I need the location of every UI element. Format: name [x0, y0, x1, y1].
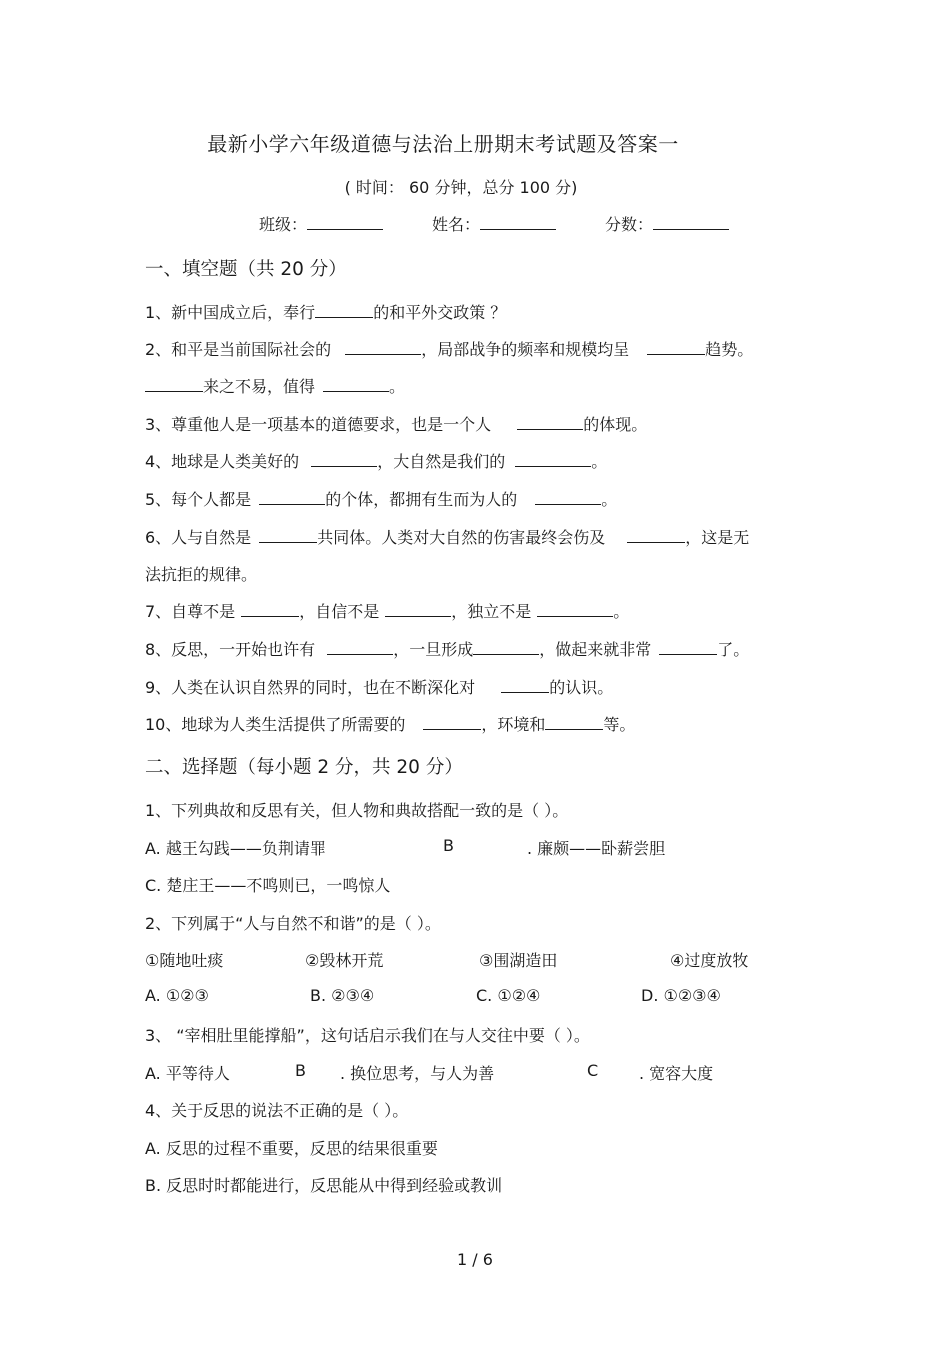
answer-blank	[537, 601, 613, 617]
choice-1-option-b-letter: B	[443, 836, 454, 855]
class-blank	[307, 214, 383, 230]
choice-question-2: 2、下列属于“人与自然不和谐”的是（ ）。	[145, 914, 441, 933]
score-blank	[653, 214, 729, 230]
answer-blank	[535, 489, 601, 505]
choice-4-option-a: A. 反思的过程不重要，反思的结果很重要	[145, 1139, 438, 1158]
choice-4-option-b: B. 反思时时都能进行，反思能从中得到经验或教训	[145, 1176, 503, 1195]
fill-question-4: 4、地球是人类美好的 ，大自然是我们的 。	[145, 452, 608, 471]
fill-question-5: 5、每个人都是 的个体，都拥有生而为人的 。	[145, 490, 618, 509]
answer-blank	[647, 339, 705, 355]
answer-blank	[423, 714, 481, 730]
fill-question-2: 2、和平是当前国际社会的 ，局部战争的频率和规模均呈 趋势。	[145, 340, 754, 359]
answer-blank	[345, 339, 421, 355]
answer-blank	[473, 639, 539, 655]
choice-1-option-b: . 廉颇——卧薪尝胆	[527, 839, 666, 858]
page-title: 最新小学六年级道德与法治上册期末考试题及答案一	[207, 132, 679, 156]
answer-blank	[515, 451, 591, 467]
fill-question-3: 3、尊重他人是一项基本的道德要求，也是一个人 的体现。	[145, 415, 648, 434]
answer-blank	[385, 601, 451, 617]
answer-blank	[517, 414, 583, 430]
answer-blank	[327, 639, 393, 655]
name-label: 姓名：	[432, 215, 481, 234]
section-choice-heading: 二、选择题（每小题 2 分，共 20 分）	[145, 757, 463, 778]
section-fill-in-heading: 一、填空题（共 20 分）	[145, 259, 347, 280]
answer-blank	[627, 527, 685, 543]
choice-question-1: 1、下列典故和反思有关，但人物和典故搭配一致的是（ ）。	[145, 801, 569, 820]
answer-blank	[311, 451, 377, 467]
choice-3-option-c-letter: C	[587, 1061, 599, 1080]
fill-question-6: 6、人与自然是 共同体。人类对大自然的伤害最终会伤及 ，这是无	[145, 528, 750, 547]
choice-1-option-a: A. 越王勾践——负荆请罪	[145, 839, 326, 858]
class-field	[259, 212, 383, 235]
answer-blank	[145, 376, 203, 392]
choice-3-option-a: A. 平等待人	[145, 1064, 230, 1083]
answer-blank	[241, 601, 299, 617]
name-field	[432, 212, 556, 235]
choice-2-option-b: B. ②③④	[310, 986, 375, 1005]
choice-2-item-1: ①随地吐痰	[145, 951, 224, 970]
choice-2-option-c: C. ①②④	[476, 986, 541, 1005]
name-blank	[480, 214, 556, 230]
page-number: 1 / 6	[457, 1250, 493, 1269]
exam-time-info: ( 时间： 60 分钟，总分 100 分)	[344, 178, 578, 197]
answer-blank	[501, 677, 549, 693]
choice-1-option-c: C. 楚庄王——不鸣则已，一鸣惊人	[145, 876, 391, 895]
fill-question-2-cont: 来之不易，值得 。	[145, 374, 405, 397]
choice-3-option-b: . 换位思考，与人为善	[340, 1064, 495, 1083]
fill-question-10: 10、地球为人类生活提供了所需要的 ，环境和 等。	[145, 715, 636, 734]
fill-question-1: 1、新中国成立后，奉行 的和平外交政策 ？	[145, 303, 507, 322]
answer-blank	[315, 302, 373, 318]
answer-blank	[659, 639, 717, 655]
choice-2-option-a: A. ①②③	[145, 986, 209, 1005]
choice-3-option-b-letter: B	[295, 1061, 306, 1080]
fill-question-6-cont: 法抗拒的规律。	[145, 565, 258, 584]
score-label: 分数：	[605, 215, 654, 234]
choice-3-option-c: . 宽容大度	[639, 1064, 714, 1083]
score-field	[605, 212, 729, 235]
choice-question-3: 3、 “宰相肚里能撑船”，这句话启示我们在与人交往中要（ ）。	[145, 1026, 590, 1045]
choice-2-item-3: ③围湖造田	[479, 951, 558, 970]
choice-question-4: 4、关于反思的说法不正确的是（ ）。	[145, 1101, 409, 1120]
fill-question-8: 8、反思，一开始也许有 ，一旦形成 ，做起来就非常 了。	[145, 640, 750, 659]
fill-question-7: 7、自尊不是 ，自信不是 ，独立不是 。	[145, 602, 630, 621]
answer-blank	[545, 714, 603, 730]
choice-2-item-4: ④过度放牧	[670, 951, 749, 970]
choice-2-option-d: D. ①②③④	[641, 986, 721, 1005]
class-label: 班级：	[259, 215, 308, 234]
answer-blank	[259, 527, 317, 543]
choice-2-item-2: ②毁林开荒	[305, 951, 384, 970]
answer-blank	[323, 376, 389, 392]
fill-question-9: 9、人类在认识自然界的同时，也在不断深化对 的认识。	[145, 678, 614, 697]
answer-blank	[259, 489, 325, 505]
